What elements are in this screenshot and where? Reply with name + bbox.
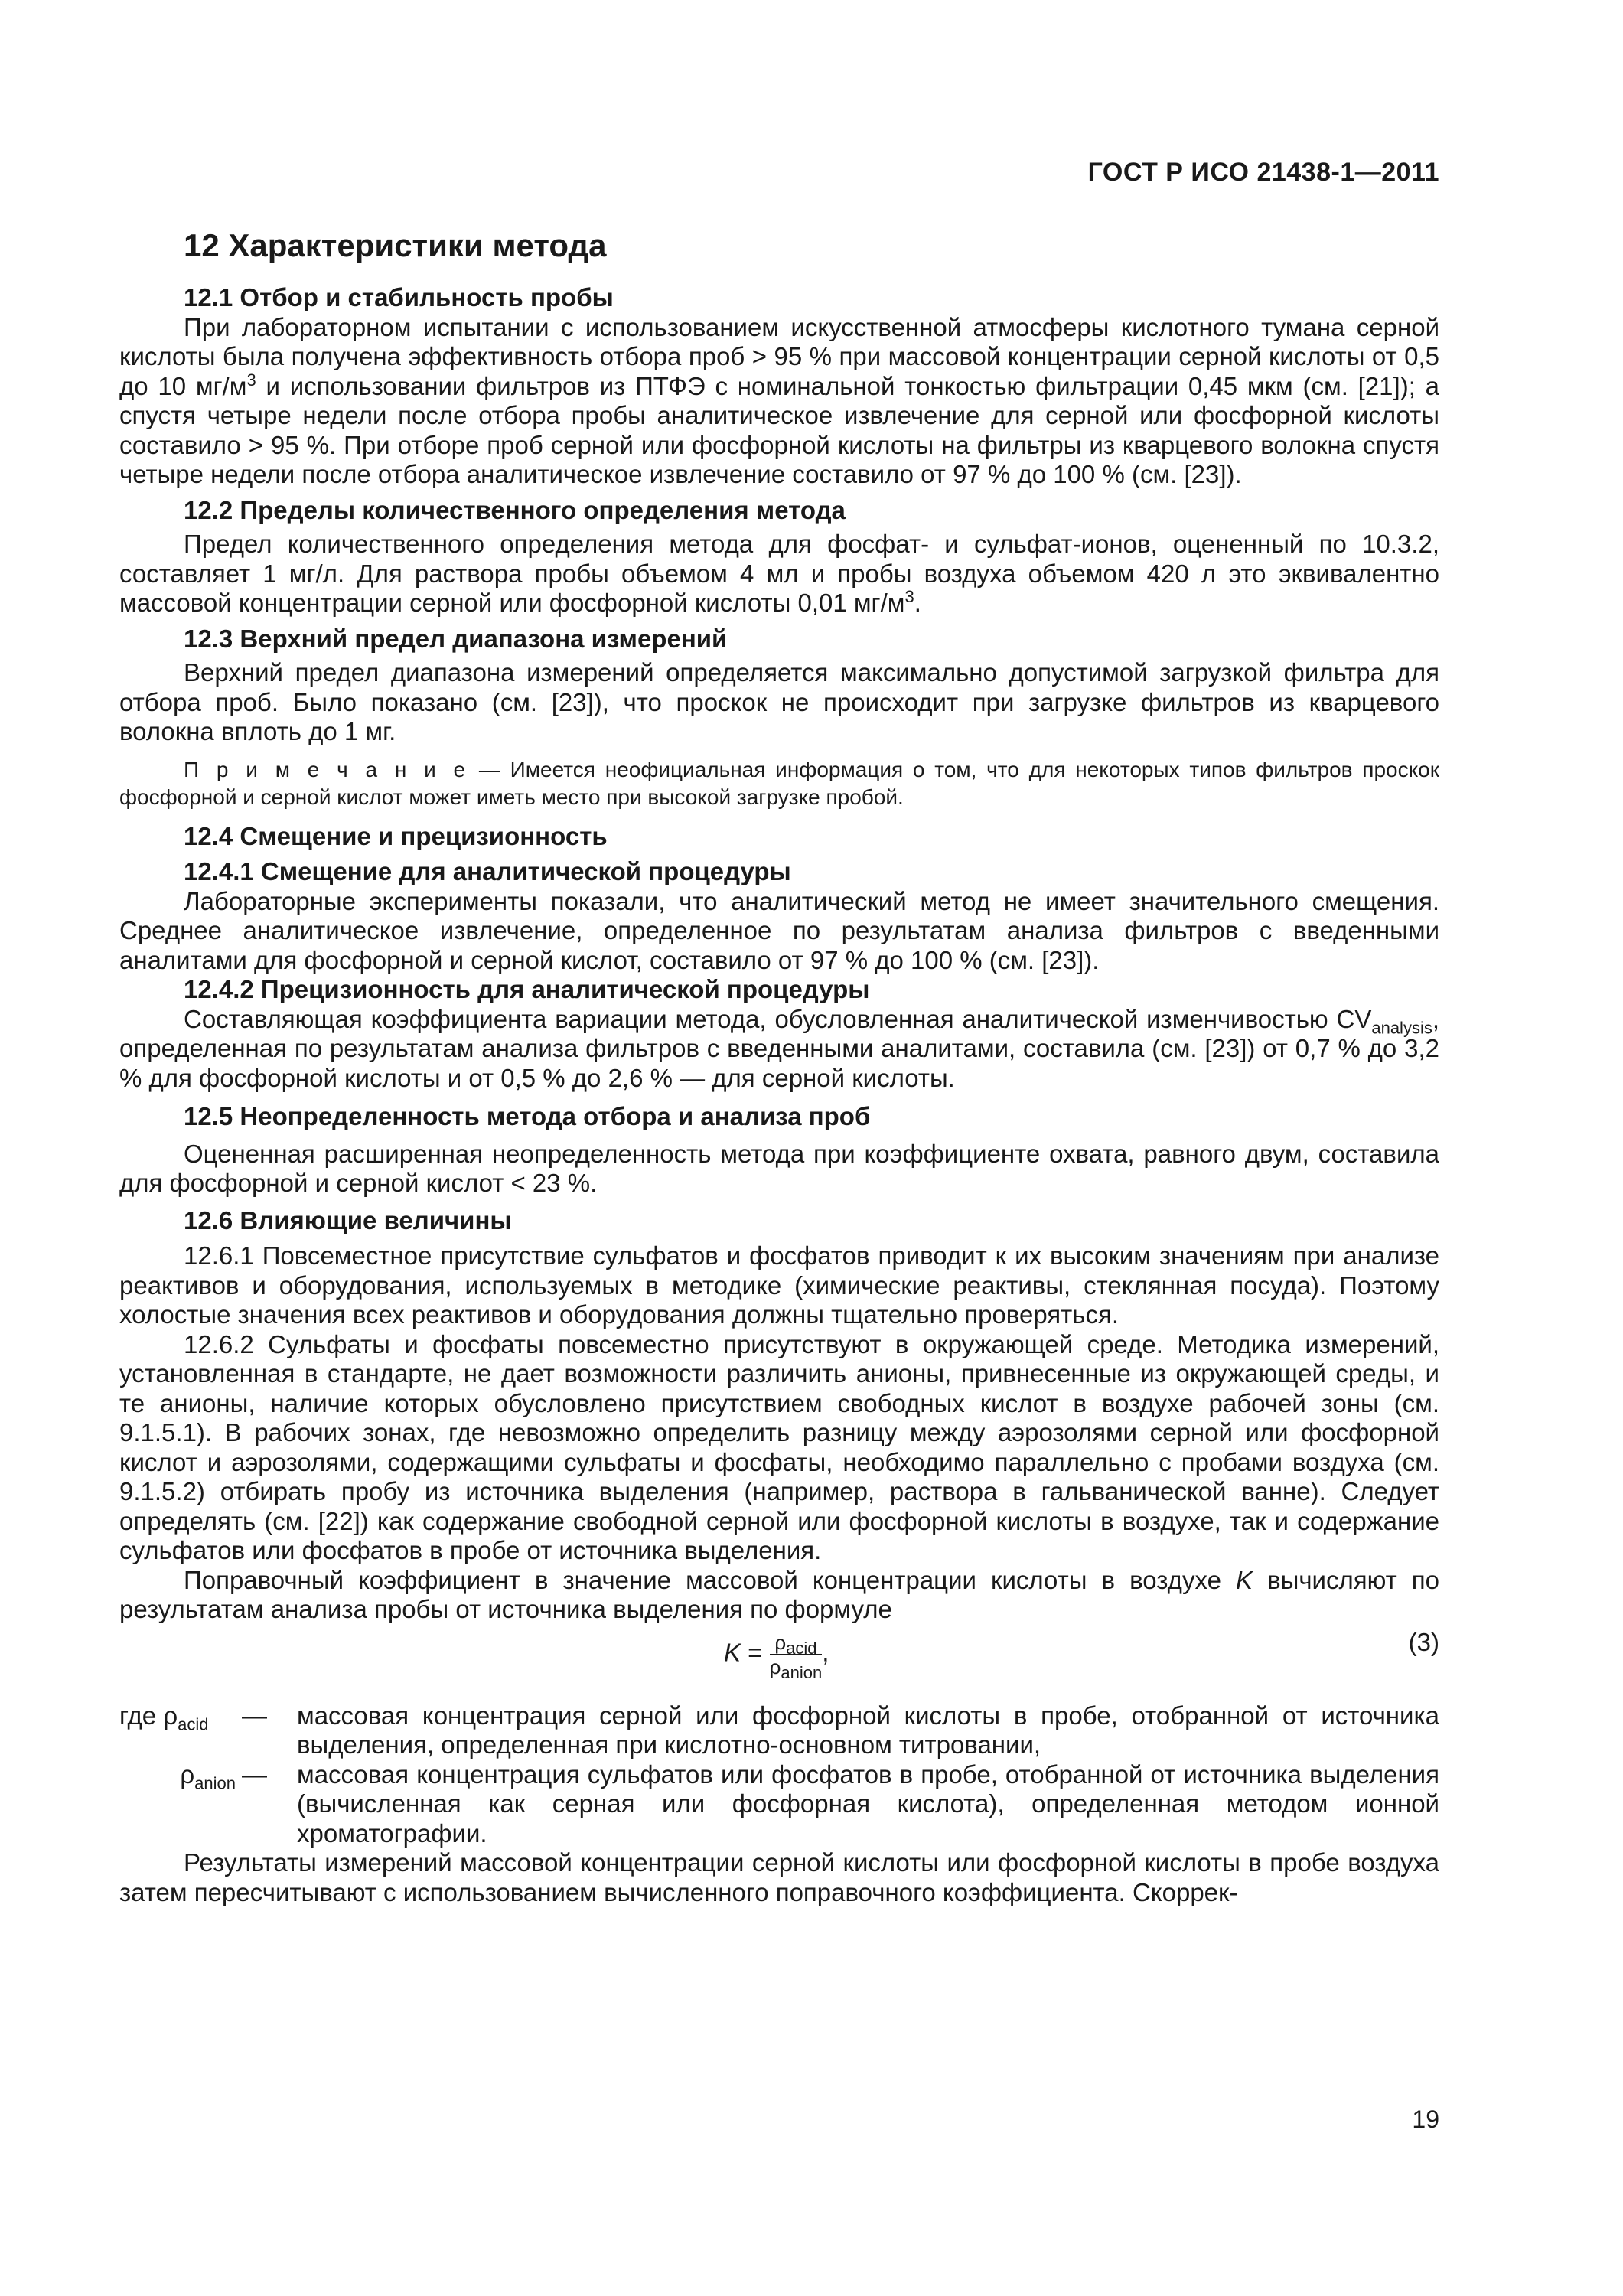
subsection-12-6-2-text: 12.6.2 Сульфаты и фосфаты повсеместно присутствуют в окружающей среде. Методика измерений, установленная в стандарте, не дает возможности различить анионы, привнесенные из окружающей среды, и те анионы, наличие которых обусловлено присутствием свободных кислот в воздухе рабочей зоны (см. 9.1.5.1). В рабочих зонах, где невозможно определить разницу между аэрозолями серной или фосфорной кислот и аэрозолями, содержащими сульфаты и фосфаты, необходимо параллельно с пробами воздуха (см. 9.1.5.2) отбирать пробу из источника выделения (например, раствора в гальванической ванне). Следует определять (см. [22]) как содержание свободной серной или фосфорной кислоты в воздухе, так и содержание сульфатов или фосфатов в пробе от источника выделения. — [119, 1329, 1439, 1564]
subsection-12-3-title: 12.3 Верхний предел диапазона измерений — [184, 624, 728, 653]
subsection-12-5-text: Оцененная расширенная неопределенность метода при коэффициенте охвата, равного двум, составила для фосфорной и серной кислот < 23 %. — [119, 1139, 1439, 1197]
formula-expression: K = $\frac{\rho_{acid}}{\rho_{anion}}$ , — [724, 1630, 829, 1682]
subsection-12-4-title: 12.4 Смещение и прецизионность — [184, 821, 608, 850]
subsection-12-2-title: 12.2 Пределы количественного определения метода — [184, 495, 846, 524]
subsection-12-1-title: 12.1 Отбор и стабильность пробы — [184, 283, 614, 311]
definition-row: где $\rho_{acid}$ — массовая концентрация серной или фосфорной кислоты в пробе, отобранной от источника выделения, определенная при кислотно-основном титровании, — [119, 1701, 1439, 1759]
formula-number: (3) — [1408, 1627, 1439, 1656]
subsection-12-4-1-text: Лабораторные эксперименты показали, что аналитический метод не имеет значительного смещения. Среднее аналитическое извлечение, определенное по результатам анализа фильтров с введенными аналитами для фосфорной и серной кислот, составило от 97 % до 100 % (см. [23]). — [119, 886, 1439, 974]
subsection-12-5-title: 12.5 Неопределенность метода отбора и анализа проб — [184, 1102, 871, 1130]
page-number: 19 — [1412, 2105, 1439, 2133]
definition-row: $\rho_{anion}$ — массовая концентрация сульфатов или фосфатов в пробе, отобранной от источника выделения (вычисленная как серная или фосфорная кислота), определенная методом ионной хроматографии. — [180, 1760, 1439, 1848]
page-body — [119, 283, 1439, 1907]
subsection-12-6-1-text: 12.6.1 Повсеместное присутствие сульфатов и фосфатов приводит к их высоким значениям при анализе реактивов и оборудования, используемых в методике (химические реактивы, стеклянная посуда). Поэтому холостые значения всех реактивов и оборудования должны тщательно проверяться. — [119, 1241, 1439, 1329]
note-text: — Имеется неофициальная информация о том, что для некоторых типов фильтров проскок фосфорной и серной кислот может иметь место при высокой загрузке пробой. — [119, 757, 1439, 809]
subsection-12-1-text: При лабораторном испытании с использованием искусственной атмосферы кислотного тумана серной кислоты была получена эффективность отбора проб > 95 % при массовой концентрации серной кислоты от 0,5 до 10 $мг/м^3$ и использовании фильтров из ПТФЭ с номинальной тонкостью фильтрации 0,45 мкм (см. [21]); а спустя четыре недели после отбора пробы аналитическое извлечение для серной или фосфорной кислоты составило > 95 %. При отборе проб серной или фосфорной кислоты на фильтры из кварцевого волокна спустя четыре недели после отбора аналитическое извлечение составило от 97 % до 100 % (см. [23]). — [119, 312, 1440, 488]
note — [119, 756, 1439, 811]
results-text: Результаты измерений массовой концентрации серной кислоты или фосфорной кислоты в пробе воздуха затем пересчитывают с использованием вычисленного поправочного коэффициента. Скоррек- — [119, 1848, 1439, 1906]
subsection-12-6-title: 12.6 Влияющие величины — [184, 1205, 512, 1234]
section-title: 12 Характеристики метода — [184, 227, 607, 263]
subsection-12-4-2-title: 12.4.2 Прецизионность для аналитической процедуры — [184, 975, 870, 1003]
formula-fraction: $\frac{\rho_{acid}}{\rho_{anion}}$ — [769, 1630, 823, 1682]
subsection-12-4-2-text: Составляющая коэффициента вариации метода, обусловленная аналитической изменчивостью $CV_{analysis}$, определенная по результатам анализа фильтров с введенными аналитами, составила (см. [23]) от 0,7 % до 3,2 % для фосфорной кислоты и от 0,5 % до 2,6 % — для серной кислоты. — [119, 1004, 1439, 1092]
definitions — [119, 1701, 1439, 1849]
formula-3 — [119, 1628, 1439, 1694]
standard-header: ГОСТ Р ИСО 21438-1—2011 — [1087, 158, 1439, 187]
subsection-12-3-text: Верхний предел диапазона измерений определяется максимально допустимой загрузкой фильтра для отбора проб. Было показано (см. [23]), что проскок не происходит при загрузке фильтров из кварцевого волокна вплоть до 1 мг. — [119, 658, 1439, 745]
note-label: П р и м е ч а н и е — [184, 757, 470, 781]
subsection-12-4-1-title: 12.4.1 Смещение для аналитической процедуры — [184, 857, 791, 885]
subsection-12-2-text: Предел количественного определения метода для фосфат- и сульфат-ионов, оцененный по 10.3.2, составляет 1 мг/л. Для раствора пробы объемом 4 мл и пробы воздуха объемом 420 л это эквивалентно массовой концентрации серной или фосфорной кислоты 0,01 $мг/м^3$. — [119, 530, 1439, 617]
correction-factor-text: Поправочный коэффициент в значение массовой концентрации кислоты в воздухе K вычисляют по результатам анализа пробы от источника выделения по формуле — [119, 1565, 1440, 1623]
